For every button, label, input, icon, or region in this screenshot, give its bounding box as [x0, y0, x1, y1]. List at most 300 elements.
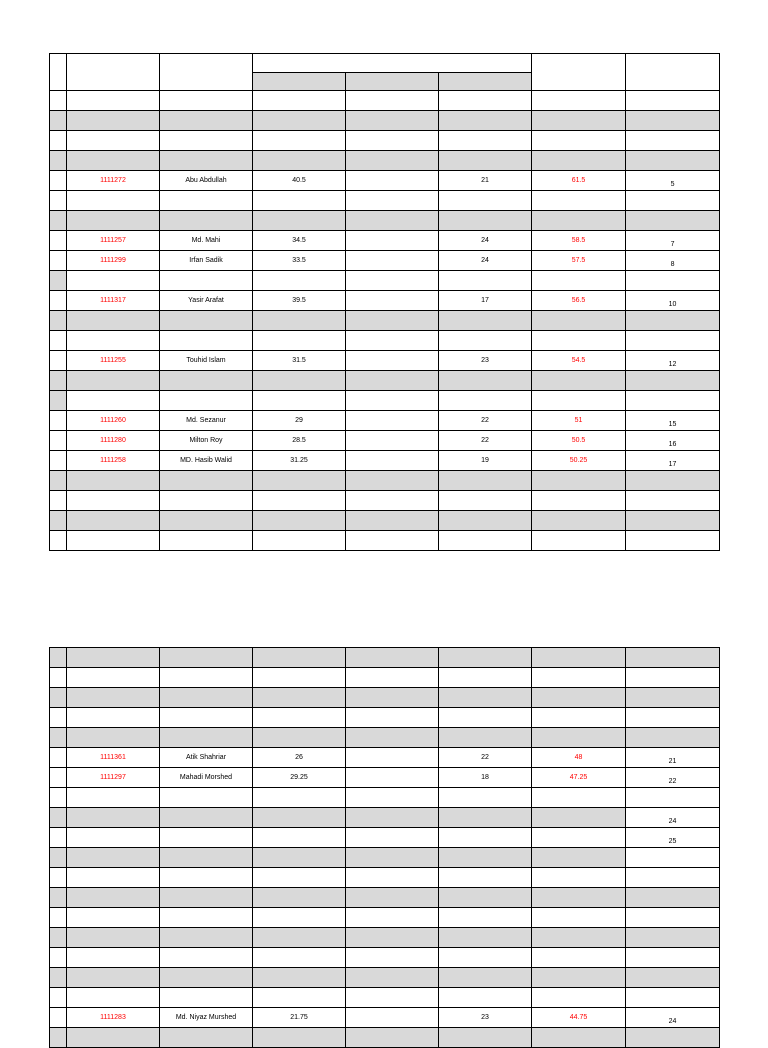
total-cell [532, 848, 626, 868]
score-c-cell [439, 848, 532, 868]
row-marker-cell [50, 908, 67, 928]
student-id-cell [67, 131, 160, 151]
table-row [50, 768, 720, 788]
score-a-cell [253, 688, 346, 708]
results-table-2 [49, 647, 720, 1048]
score-c-cell [439, 191, 532, 211]
student-name-cell [160, 531, 253, 551]
row-marker-cell [50, 988, 67, 1008]
student-id-cell [67, 728, 160, 748]
table-row [50, 888, 720, 908]
rank-cell [626, 668, 720, 688]
student-name-cell [160, 331, 253, 351]
row-marker-cell [50, 848, 67, 868]
score-b-cell [346, 928, 439, 948]
row-marker-cell [50, 708, 67, 728]
header-subcell [346, 73, 439, 91]
row-marker-cell [50, 251, 67, 271]
score-b-cell [346, 948, 439, 968]
results-table-1 [49, 53, 720, 551]
score-b-cell [346, 668, 439, 688]
score-a-cell: 29 [253, 411, 346, 431]
student-name-cell [160, 511, 253, 531]
score-a-cell: 39.5 [253, 291, 346, 311]
row-marker-cell [50, 788, 67, 808]
total-cell [532, 131, 626, 151]
total-cell [532, 708, 626, 728]
table-row [50, 748, 720, 768]
table-row [50, 191, 720, 211]
student-id-cell [67, 848, 160, 868]
score-b-cell [346, 491, 439, 511]
score-b-cell [346, 888, 439, 908]
rank-cell [626, 688, 720, 708]
student-id-cell: 1111283 [67, 1008, 160, 1028]
score-b-cell [346, 968, 439, 988]
total-cell: 56.5 [532, 291, 626, 311]
total-cell: 61.5 [532, 171, 626, 191]
header-cell [626, 54, 720, 91]
header-cell [50, 54, 67, 91]
student-id-cell [67, 928, 160, 948]
row-marker-cell [50, 431, 67, 451]
row-marker-cell [50, 888, 67, 908]
student-name-cell [160, 928, 253, 948]
score-c-cell [439, 271, 532, 291]
row-marker-cell [50, 411, 67, 431]
score-a-cell [253, 968, 346, 988]
score-c-cell [439, 928, 532, 948]
score-c-cell [439, 688, 532, 708]
student-name-cell [160, 131, 253, 151]
score-c-cell [439, 111, 532, 131]
table-row [50, 808, 720, 828]
total-cell [532, 471, 626, 491]
row-marker-cell [50, 828, 67, 848]
row-marker-cell [50, 668, 67, 688]
student-name-cell: Milton Roy [160, 431, 253, 451]
score-a-cell [253, 948, 346, 968]
score-a-cell: 40.5 [253, 171, 346, 191]
score-a-cell: 28.5 [253, 431, 346, 451]
row-marker-cell [50, 748, 67, 768]
total-cell [532, 808, 626, 828]
score-a-cell [253, 91, 346, 111]
score-a-cell [253, 828, 346, 848]
score-a-cell [253, 648, 346, 668]
rank-cell: 21 [626, 748, 720, 768]
total-cell [532, 888, 626, 908]
score-c-cell: 24 [439, 251, 532, 271]
score-c-cell [439, 948, 532, 968]
score-a-cell: 26 [253, 748, 346, 768]
table-row [50, 131, 720, 151]
score-c-cell: 17 [439, 291, 532, 311]
total-cell [532, 928, 626, 948]
score-c-cell [439, 131, 532, 151]
score-b-cell [346, 231, 439, 251]
total-cell [532, 1028, 626, 1048]
row-marker-cell [50, 151, 67, 171]
table-row [50, 151, 720, 171]
rank-cell [626, 1028, 720, 1048]
score-c-cell [439, 511, 532, 531]
student-id-cell [67, 151, 160, 171]
score-b-cell [346, 211, 439, 231]
score-c-cell [439, 491, 532, 511]
row-marker-cell [50, 271, 67, 291]
row-marker-cell [50, 1028, 67, 1048]
score-a-cell: 21.75 [253, 1008, 346, 1028]
student-name-cell: Yasir Arafat [160, 291, 253, 311]
score-b-cell [346, 728, 439, 748]
student-name-cell [160, 111, 253, 131]
table-row [50, 111, 720, 131]
student-name-cell [160, 271, 253, 291]
rank-cell [626, 948, 720, 968]
table-row [50, 291, 720, 311]
rank-cell [626, 848, 720, 868]
score-b-cell [346, 451, 439, 471]
table-row [50, 411, 720, 431]
score-a-cell [253, 511, 346, 531]
student-id-cell [67, 311, 160, 331]
score-a-cell [253, 151, 346, 171]
score-c-cell [439, 888, 532, 908]
student-id-cell [67, 688, 160, 708]
table-row [50, 531, 720, 551]
student-id-cell: 1111257 [67, 231, 160, 251]
row-marker-cell [50, 291, 67, 311]
table-row [50, 171, 720, 191]
student-name-cell [160, 908, 253, 928]
rank-cell [626, 988, 720, 1008]
student-name-cell [160, 828, 253, 848]
rank-cell: 15 [626, 411, 720, 431]
table-row [50, 1028, 720, 1048]
table-row [50, 928, 720, 948]
score-b-cell [346, 471, 439, 491]
rank-cell [626, 391, 720, 411]
score-c-cell [439, 808, 532, 828]
row-marker-cell [50, 211, 67, 231]
total-cell: 47.25 [532, 768, 626, 788]
student-name-cell [160, 988, 253, 1008]
score-a-cell [253, 371, 346, 391]
student-name-cell [160, 888, 253, 908]
score-a-cell [253, 131, 346, 151]
rank-cell [626, 471, 720, 491]
student-id-cell: 1111299 [67, 251, 160, 271]
rank-cell [626, 888, 720, 908]
table-row [50, 211, 720, 231]
student-name-cell [160, 211, 253, 231]
score-c-cell [439, 648, 532, 668]
total-cell [532, 491, 626, 511]
student-id-cell [67, 1028, 160, 1048]
student-id-cell: 1111272 [67, 171, 160, 191]
rank-cell: 7 [626, 231, 720, 251]
score-a-cell [253, 491, 346, 511]
table-row [50, 848, 720, 868]
score-b-cell [346, 151, 439, 171]
rank-cell [626, 968, 720, 988]
student-id-cell [67, 391, 160, 411]
student-name-cell: Md. Niyaz Murshed [160, 1008, 253, 1028]
score-c-cell [439, 91, 532, 111]
student-id-cell [67, 828, 160, 848]
score-b-cell [346, 768, 439, 788]
row-marker-cell [50, 928, 67, 948]
score-b-cell [346, 828, 439, 848]
rank-cell [626, 111, 720, 131]
score-c-cell [439, 151, 532, 171]
score-c-cell [439, 868, 532, 888]
student-id-cell [67, 371, 160, 391]
student-name-cell [160, 808, 253, 828]
total-cell [532, 968, 626, 988]
student-id-cell [67, 191, 160, 211]
score-b-cell [346, 908, 439, 928]
student-id-cell [67, 648, 160, 668]
student-name-cell: Touhid Islam [160, 351, 253, 371]
score-a-cell [253, 808, 346, 828]
student-name-cell [160, 391, 253, 411]
table-row [50, 511, 720, 531]
student-name-cell: Mahadi Morshed [160, 768, 253, 788]
score-a-cell [253, 868, 346, 888]
score-b-cell [346, 868, 439, 888]
row-marker-cell [50, 171, 67, 191]
score-c-cell [439, 988, 532, 1008]
total-cell [532, 908, 626, 928]
total-cell [532, 91, 626, 111]
score-c-cell: 19 [439, 451, 532, 471]
student-name-cell: Atik Shahriar [160, 748, 253, 768]
row-marker-cell [50, 311, 67, 331]
score-b-cell [346, 748, 439, 768]
student-name-cell [160, 688, 253, 708]
score-c-cell: 23 [439, 351, 532, 371]
total-cell [532, 728, 626, 748]
table-row [50, 988, 720, 1008]
table-row [50, 1008, 720, 1028]
student-id-cell [67, 471, 160, 491]
student-name-cell: Abu Abdullah [160, 171, 253, 191]
student-name-cell [160, 151, 253, 171]
rank-cell [626, 131, 720, 151]
table-row [50, 708, 720, 728]
table-row [50, 948, 720, 968]
row-marker-cell [50, 768, 67, 788]
total-cell [532, 371, 626, 391]
total-cell [532, 271, 626, 291]
score-c-cell: 18 [439, 768, 532, 788]
total-cell [532, 511, 626, 531]
student-name-cell [160, 648, 253, 668]
table-row [50, 908, 720, 928]
rank-cell: 8 [626, 251, 720, 271]
score-a-cell [253, 311, 346, 331]
score-c-cell: 22 [439, 411, 532, 431]
table-row [50, 391, 720, 411]
student-name-cell [160, 788, 253, 808]
score-c-cell [439, 828, 532, 848]
score-c-cell [439, 311, 532, 331]
score-b-cell [346, 371, 439, 391]
score-c-cell: 22 [439, 431, 532, 451]
header-subcell [253, 73, 346, 91]
score-a-cell [253, 988, 346, 1008]
score-a-cell: 31.25 [253, 451, 346, 471]
score-b-cell [346, 988, 439, 1008]
total-cell: 50.25 [532, 451, 626, 471]
student-name-cell: Irfan Sadik [160, 251, 253, 271]
rank-cell [626, 908, 720, 928]
score-b-cell [346, 191, 439, 211]
row-marker-cell [50, 728, 67, 748]
student-id-cell [67, 988, 160, 1008]
score-a-cell [253, 708, 346, 728]
student-id-cell: 1111280 [67, 431, 160, 451]
table-row [50, 451, 720, 471]
score-b-cell [346, 91, 439, 111]
student-name-cell [160, 491, 253, 511]
row-marker-cell [50, 351, 67, 371]
row-marker-cell [50, 491, 67, 511]
table-row [50, 968, 720, 988]
score-c-cell: 24 [439, 231, 532, 251]
score-c-cell: 23 [439, 1008, 532, 1028]
student-name-cell [160, 848, 253, 868]
total-cell [532, 948, 626, 968]
table-row [50, 828, 720, 848]
total-cell [532, 311, 626, 331]
score-c-cell [439, 668, 532, 688]
row-marker-cell [50, 451, 67, 471]
total-cell [532, 788, 626, 808]
student-name-cell [160, 948, 253, 968]
score-a-cell [253, 331, 346, 351]
score-a-cell [253, 848, 346, 868]
student-name-cell [160, 968, 253, 988]
student-id-cell: 1111317 [67, 291, 160, 311]
score-b-cell [346, 291, 439, 311]
row-marker-cell [50, 131, 67, 151]
student-id-cell [67, 888, 160, 908]
score-b-cell [346, 1008, 439, 1028]
total-cell: 48 [532, 748, 626, 768]
row-marker-cell [50, 688, 67, 708]
total-cell [532, 211, 626, 231]
rank-cell [626, 311, 720, 331]
score-a-cell [253, 531, 346, 551]
score-a-cell [253, 1028, 346, 1048]
score-b-cell [346, 271, 439, 291]
score-c-cell [439, 1028, 532, 1048]
total-cell [532, 151, 626, 171]
student-name-cell [160, 371, 253, 391]
rank-cell [626, 788, 720, 808]
rank-cell: 5 [626, 171, 720, 191]
rank-cell [626, 191, 720, 211]
rank-cell [626, 728, 720, 748]
score-b-cell [346, 131, 439, 151]
rank-cell [626, 648, 720, 668]
score-b-cell [346, 331, 439, 351]
student-name-cell [160, 471, 253, 491]
rank-cell [626, 331, 720, 351]
row-marker-cell [50, 471, 67, 491]
student-id-cell [67, 668, 160, 688]
table-row [50, 868, 720, 888]
score-b-cell [346, 431, 439, 451]
rank-cell: 17 [626, 451, 720, 471]
score-b-cell [346, 251, 439, 271]
score-a-cell [253, 668, 346, 688]
score-c-cell [439, 331, 532, 351]
row-marker-cell [50, 948, 67, 968]
score-c-cell: 21 [439, 171, 532, 191]
total-cell [532, 648, 626, 668]
score-c-cell [439, 211, 532, 231]
total-cell: 57.5 [532, 251, 626, 271]
table-row [50, 251, 720, 271]
total-cell: 51 [532, 411, 626, 431]
table-row [50, 491, 720, 511]
student-id-cell [67, 531, 160, 551]
header-subcell [439, 73, 532, 91]
score-b-cell [346, 311, 439, 331]
student-id-cell: 1111297 [67, 768, 160, 788]
student-id-cell [67, 331, 160, 351]
total-cell: 54.5 [532, 351, 626, 371]
score-b-cell [346, 391, 439, 411]
total-cell [532, 111, 626, 131]
rank-cell [626, 271, 720, 291]
rank-cell [626, 491, 720, 511]
score-a-cell [253, 391, 346, 411]
table-row [50, 91, 720, 111]
row-marker-cell [50, 371, 67, 391]
table-row [50, 788, 720, 808]
rank-cell [626, 151, 720, 171]
student-id-cell [67, 491, 160, 511]
score-b-cell [346, 111, 439, 131]
header-cell [160, 54, 253, 91]
score-b-cell [346, 411, 439, 431]
score-a-cell: 31.5 [253, 351, 346, 371]
table-row [50, 728, 720, 748]
rank-cell: 24 [626, 1008, 720, 1028]
score-b-cell [346, 708, 439, 728]
score-b-cell [346, 788, 439, 808]
student-id-cell: 1111260 [67, 411, 160, 431]
score-c-cell [439, 728, 532, 748]
row-marker-cell [50, 231, 67, 251]
student-id-cell [67, 968, 160, 988]
rank-cell: 16 [626, 431, 720, 451]
score-c-cell [439, 708, 532, 728]
rank-cell [626, 211, 720, 231]
student-id-cell [67, 91, 160, 111]
score-a-cell [253, 271, 346, 291]
score-a-cell [253, 908, 346, 928]
table-row [50, 431, 720, 451]
score-c-cell [439, 391, 532, 411]
student-id-cell: 1111361 [67, 748, 160, 768]
score-a-cell: 34.5 [253, 231, 346, 251]
